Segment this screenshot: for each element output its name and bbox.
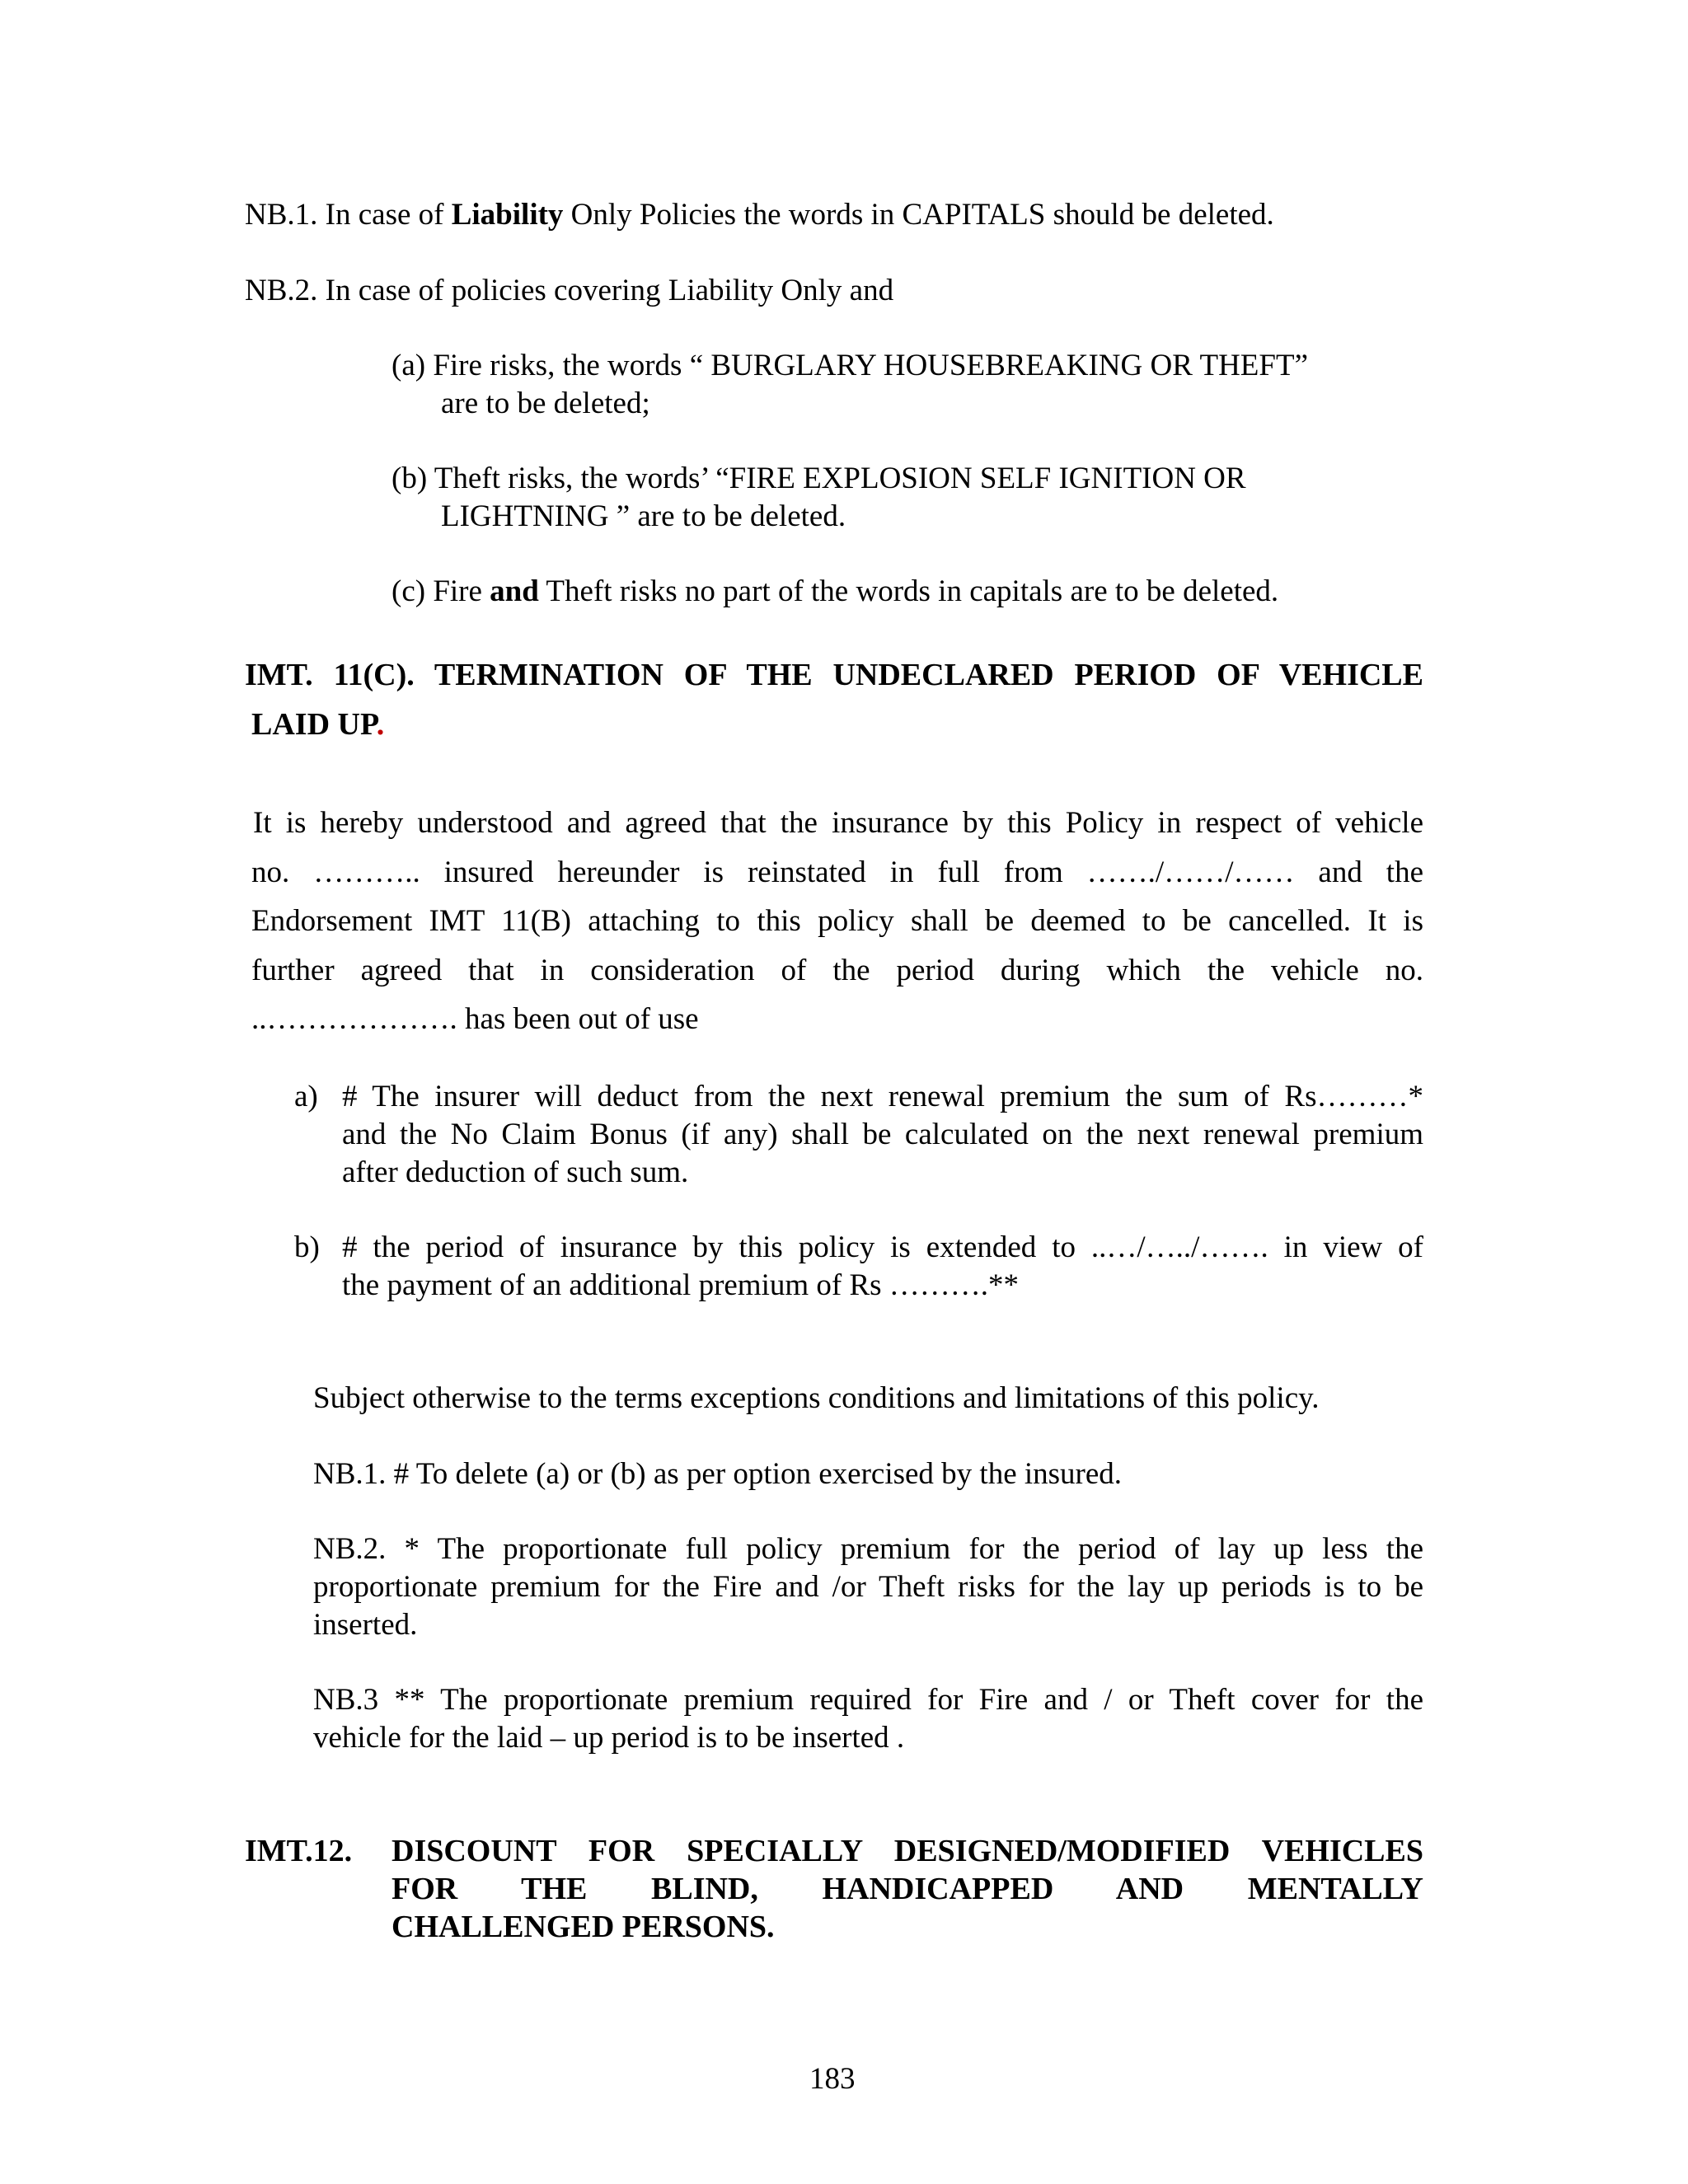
- imt11c-title-dot: .: [376, 707, 385, 742]
- imt11c-title-line1: IMT. 11(C). TERMINATION OF THE UNDECLARED PERIOD OF VEHICLE: [245, 658, 1423, 692]
- imt11c-para-line2: no. ……….. insured hereunder is reinstated in full from ……./……/…… and the: [251, 855, 1423, 889]
- nb2-item-b-line2: LIGHTNING ” are to be deleted.: [441, 499, 846, 533]
- imt11c-para-line1: It is hereby understood and agreed that the insurance by this Policy in respect of vehicle: [253, 806, 1423, 840]
- imt11c-nb2-line1: NB.2. * The proportionate full policy premium for the period of lay up less the: [313, 1532, 1423, 1566]
- imt11c-title-text: LAID UP: [251, 707, 377, 742]
- imt12-label: IMT.12.: [245, 1834, 353, 1868]
- nb2-item-a-line2: are to be deleted;: [441, 387, 650, 420]
- nb2-item-a-line1: (a) Fire risks, the words “ BURGLARY HOUSEBREAKING OR THEFT”: [392, 349, 1308, 382]
- imt11c-para-line3: Endorsement IMT 11(B) attaching to this policy shall be deemed to be cancelled. It is: [251, 904, 1423, 938]
- imt11c-nb2-line2: proportionate premium for the Fire and /or Theft risks for the lay up periods is to be: [313, 1570, 1423, 1604]
- imt11c-nb1-line: NB.1. # To delete (a) or (b) as per option exercised by the insured.: [313, 1457, 1123, 1491]
- item-b-marker: b): [294, 1230, 320, 1264]
- nb2-liability-line: NB.2. In case of policies covering Liability Only and: [245, 274, 894, 307]
- imt11c-nb3-line2: vehicle for the laid – up period is to be inserted .: [313, 1721, 905, 1755]
- item-a-line2: and the No Claim Bonus (if any) shall be calculated on the next renewal premium: [342, 1118, 1423, 1151]
- page-number: 183: [809, 2062, 856, 2096]
- item-a-marker: a): [294, 1080, 318, 1113]
- item-a-line3: after deduction of such sum.: [342, 1155, 689, 1189]
- item-b-line1: # the period of insurance by this policy is extended to ..…/…../……. in view of: [342, 1230, 1423, 1264]
- item-c-text-bold: and: [490, 574, 539, 608]
- item-c-text-pre: (c) Fire: [392, 574, 490, 608]
- nb1-text-post: Only Policies the words in CAPITALS should be deleted.: [563, 198, 1274, 232]
- imt12-title-line1: DISCOUNT FOR SPECIALLY DESIGNED/MODIFIED VEHICLES: [392, 1834, 1423, 1868]
- imt11c-para-line5: ..………………. has been out of use: [251, 1002, 699, 1036]
- imt11c-nb2-line3: inserted.: [313, 1608, 418, 1642]
- nb1-text-pre: NB.1. In case of: [245, 198, 452, 232]
- subject-line: Subject otherwise to the terms exceptions conditions and limitations of this policy.: [313, 1381, 1320, 1415]
- imt11c-para-line4: further agreed that in consideration of the period during which the vehicle no.: [251, 954, 1423, 987]
- imt12-title-line2: FOR THE BLIND, HANDICAPPED AND MENTALLY: [392, 1872, 1423, 1906]
- imt12-title-line3: CHALLENGED PERSONS.: [392, 1910, 775, 1944]
- nb1-text-bold: Liability: [451, 198, 564, 232]
- nb2-item-b-line1: (b) Theft risks, the words’ “FIRE EXPLOSION SELF IGNITION OR: [392, 462, 1246, 495]
- nb1-liability-line: [245, 196, 1274, 234]
- item-c-text-post: Theft risks no part of the words in capitals are to be deleted.: [538, 574, 1279, 608]
- imt11c-title-line2: [251, 705, 384, 743]
- item-a-line1: # The insurer will deduct from the next renewal premium the sum of Rs………*: [342, 1080, 1423, 1113]
- imt11c-nb3-line1: NB.3 ** The proportionate premium required for Fire and / or Theft cover for the: [313, 1683, 1423, 1717]
- nb2-item-c-line: [392, 573, 1278, 611]
- item-b-line2: the payment of an additional premium of Rs ……….**: [342, 1268, 1020, 1302]
